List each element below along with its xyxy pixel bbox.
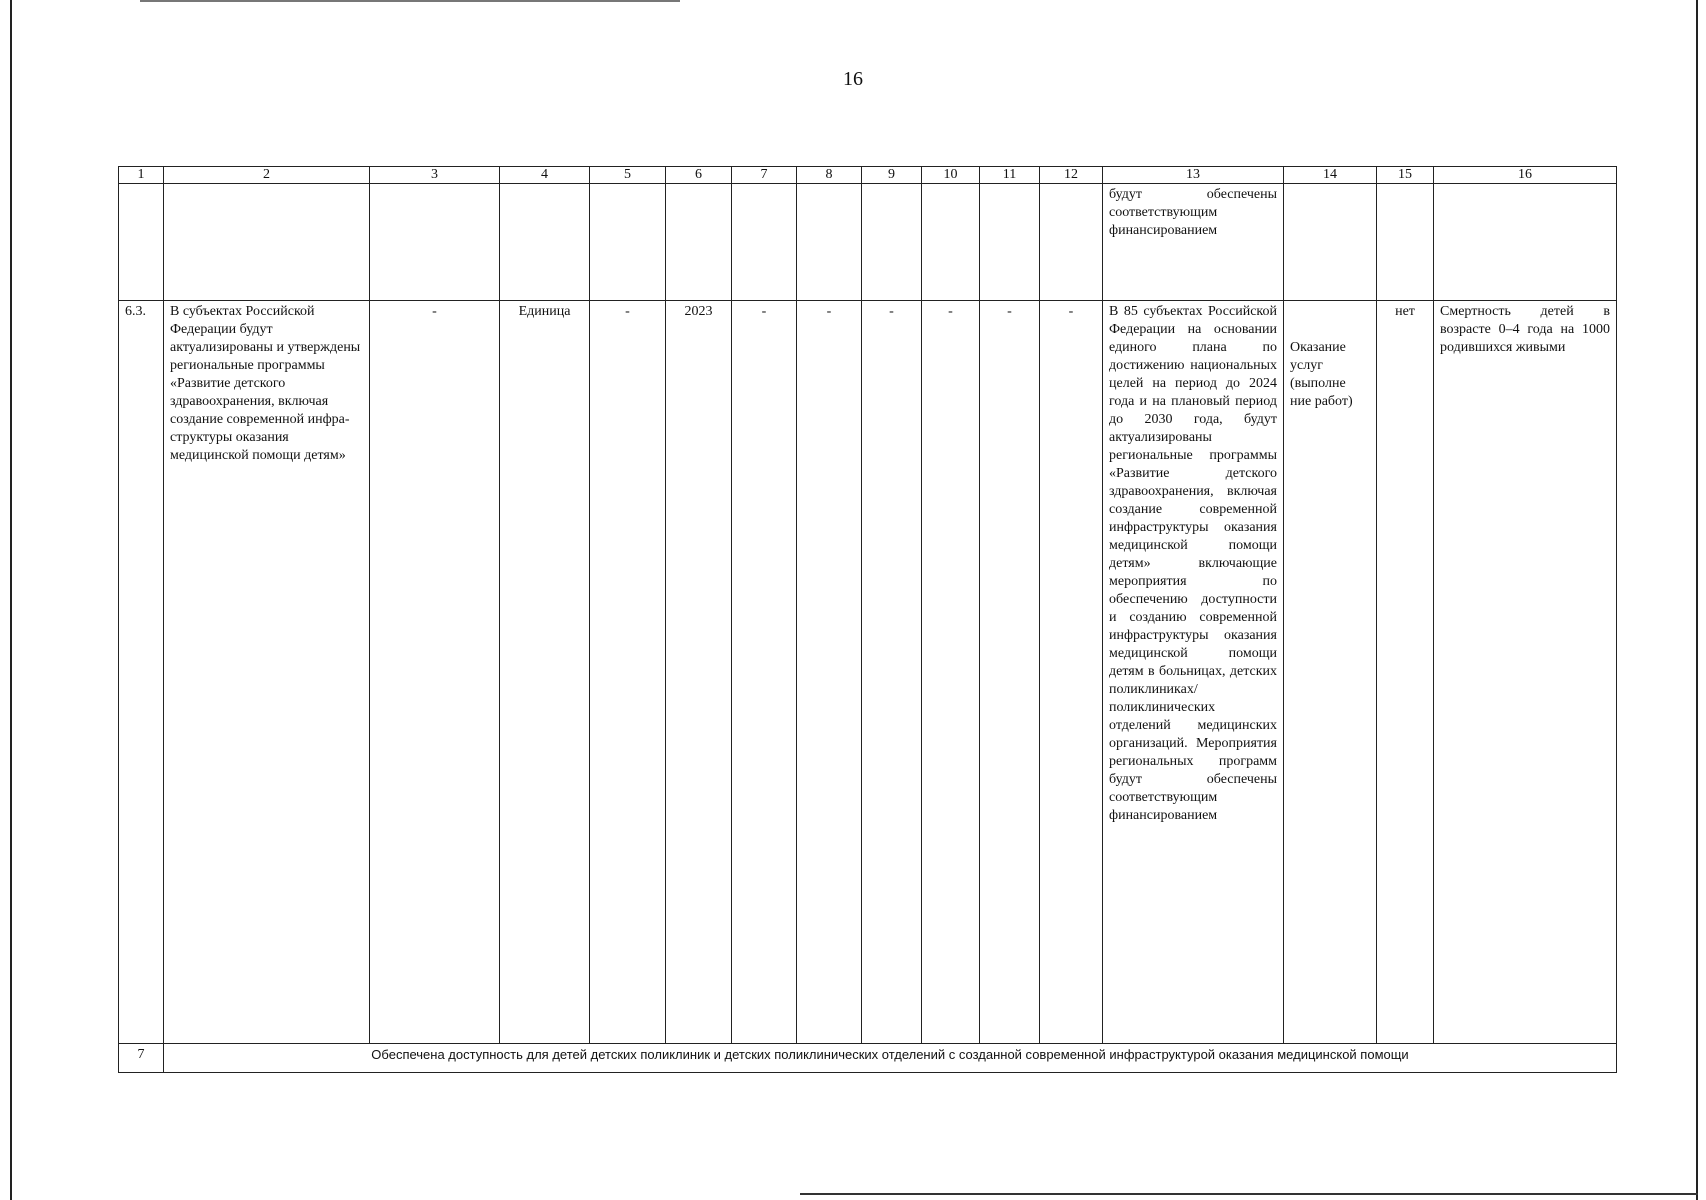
column-number: 12 [1040,167,1103,184]
section-number: 7 [119,1044,164,1073]
scan-edge-right [1696,0,1698,1200]
scan-edge-bottom [800,1193,1698,1195]
cell-col8: - [797,301,862,1044]
continued-row [119,184,1617,301]
column-number: 16 [1434,167,1617,184]
column-number: 4 [500,167,590,184]
column-number: 13 [1103,167,1284,184]
column-number: 1 [119,167,164,184]
scan-edge-left [10,0,12,1200]
column-number: 10 [922,167,980,184]
column-number: 9 [862,167,922,184]
scan-edge-top [140,0,680,2]
cell-col11: - [980,301,1040,1044]
page-number: 16 [843,68,863,90]
cell-col5: - [590,301,666,1044]
cell-col12: - [1040,301,1103,1044]
year-cell: 2023 [666,301,732,1044]
table-row [119,301,1617,1044]
row-number: 6.3. [119,301,164,1044]
continued-result-text: будут обеспечены соответствующим финансированием [1103,184,1284,301]
column-number: 2 [164,167,370,184]
service-type: Оказание услуг (выполне ние работ) [1290,340,1353,409]
section-title: Обеспечена доступность для детей детских поликлиник и детских поликлинических отделений с созданной современной инфраструктурой оказания медицинской помощи [164,1044,1617,1073]
column-number: 8 [797,167,862,184]
cell-col10: - [922,301,980,1044]
cell-col9: - [862,301,922,1044]
column-number: 15 [1377,167,1434,184]
section-row [119,1044,1617,1073]
column-number: 7 [732,167,797,184]
unit-cell: Единица [500,301,590,1044]
column-number: 3 [370,167,500,184]
cell-col15: нет [1377,301,1434,1044]
cell-col7: - [732,301,797,1044]
cell-col3: - [370,301,500,1044]
service-type-cell [1284,301,1377,1044]
column-number-row [119,167,1617,184]
column-number: 14 [1284,167,1377,184]
indicator-cell: Смертность детей в возрасте 0–4 года на 1000 родившихся живыми [1434,301,1617,1044]
document-table [118,166,1617,1073]
column-number: 11 [980,167,1040,184]
column-number: 5 [590,167,666,184]
event-name: В субъектах Российской Федерации будут актуализированы и утверждены региональные программы «Развитие детского здравоохранения, включая создание современной инфра-структуры оказания медицинской помощи детям» [164,301,370,1044]
column-number: 6 [666,167,732,184]
result-description: В 85 субъектах Российской Федерации на основании единого плана по достижению национальных целей на период до 2024 года и на плановый период до 2030 года, будут актуализированы региональные программы «Развитие детского здравоохранения, включая создание современной инфраструктуры оказания медицинской помощи детям» включающие мероприятия по обеспечению доступности и созданию современной инфраструктуры оказания медицинской помощи детям в больницах, детских поликлиниках/ поликлинических отделений медицинских организаций. Мероприятия региональных программ будут обеспечены соответствующим финансированием [1103,301,1284,1044]
